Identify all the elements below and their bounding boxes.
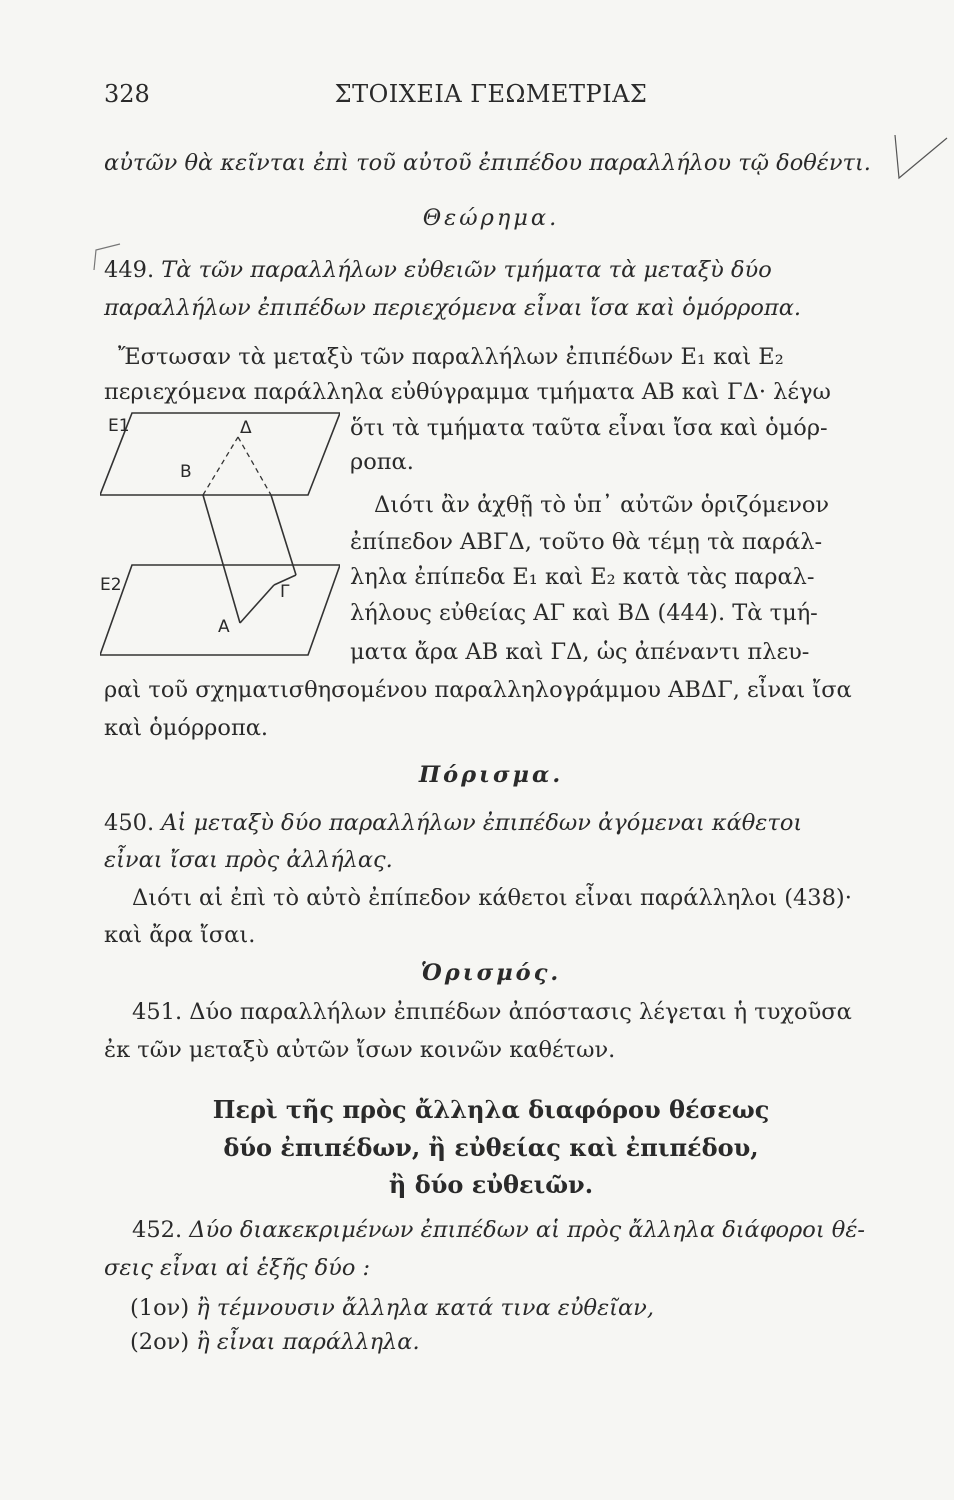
case-text: ἢ εἶναι παράλληλα. — [196, 1329, 420, 1355]
text-line: ματα ἄρα ΑΒ καὶ ΓΔ, ὡς ἀπέναντι πλευ- — [350, 639, 810, 665]
porism-title: Πόρισμα. — [418, 762, 564, 788]
item-text: Δύο διακεκριμένων ἐπιπέδων αἱ πρὸς ἄλληλα διάφοροι θέ- — [189, 1217, 866, 1243]
segment-ag — [240, 585, 274, 623]
text-line: Διότι αἱ ἐπὶ τὸ αὐτὸ ἐπίπεδον κάθετοι εἶναι παράλληλοι (438)· — [132, 885, 852, 911]
item-number: 450. — [104, 810, 155, 836]
book-title: ΣΤΟΙΧΕΙΑ ΓΕΩΜΕΤΡΙΑΣ — [334, 80, 648, 108]
text-line: ροπα. — [350, 449, 414, 475]
text-line: Διότι ἂν ἀχθῇ τὸ ὑπ᾿ αὐτῶν ὁριζόμενον — [374, 492, 830, 518]
section-heading: ἢ δύο εὐθειῶν. — [388, 1170, 594, 1199]
label-e1: Ε1 — [108, 416, 130, 436]
text-line: καὶ ἄρα ἴσαι. — [104, 922, 256, 948]
segment-d-hidden — [238, 437, 271, 495]
label-e2: Ε2 — [100, 575, 122, 595]
figure-parallel-planes — [100, 405, 340, 660]
section-heading: Περὶ τῆς πρὸς ἄλληλα διαφόρου θέσεως — [212, 1095, 770, 1124]
case-label: (1ον) — [130, 1295, 190, 1321]
page-number: 328 — [104, 80, 150, 108]
theorem-text: παραλλήλων ἐπιπέδων περιεχόμενα εἶναι ἴσα καὶ ὁμόρροπα. — [104, 295, 802, 321]
definition-451: 451. Δύο παραλλήλων ἐπιπέδων ἀπόστασις λέγεται ἡ τυχοῦσα — [132, 999, 852, 1025]
text-line: Ἔστωσαν τὰ μεταξὺ τῶν παραλλήλων ἐπιπέδων Ε₁ καὶ Ε₂ — [118, 344, 784, 370]
porism-text: εἶναι ἴσαι πρὸς ἀλλήλας. — [104, 847, 393, 873]
label-b: Β — [180, 462, 192, 482]
plane-e1 — [100, 413, 340, 495]
text-line: λήλους εὐθείας ΑΓ καὶ ΒΔ (444). Τὰ τμή- — [350, 600, 818, 626]
case-label: (2ον) — [130, 1329, 190, 1355]
section-heading: δύο ἐπιπέδων, ἢ εὐθείας καὶ ἐπιπέδου, — [223, 1133, 759, 1162]
porism-text: Αἱ μεταξὺ δύο παραλλήλων ἐπιπέδων ἀγόμεναι κάθετοι — [161, 810, 803, 836]
label-g: Γ — [280, 582, 290, 602]
segment-gd — [271, 495, 296, 575]
definition-title: Ὁρισμός. — [420, 960, 562, 986]
case-text: ἢ τέμνουσιν ἄλληλα κατά τινα εὐθεῖαν, — [196, 1295, 655, 1321]
case-2 — [130, 1327, 878, 1357]
text-line: ληλα ἐπίπεδα Ε₁ καὶ Ε₂ κατὰ τὰς παραλ- — [350, 564, 815, 590]
plane-e2 — [100, 565, 340, 655]
porism-450 — [104, 808, 878, 838]
text-line: περιεχόμενα παράλληλα εὐθύγραμμα τμήματα ΑΒ καὶ ΓΔ· λέγω — [104, 379, 831, 405]
text-line: ραὶ τοῦ σχηματισθησομένου παραλληλογράμμου ΑΒΔΓ, εἶναι ἴσα — [104, 677, 852, 703]
text-line: καὶ ὁμόρροπα. — [104, 715, 269, 741]
case-1 — [130, 1293, 878, 1323]
item-number: 452. — [132, 1217, 183, 1243]
text-line: ἐπίπεδον ΑΒΓΔ, τοῦτο θὰ τέμῃ τὰ παράλ- — [350, 529, 823, 555]
item-text: σεις εἶναι αἱ ἑξῆς δύο : — [104, 1255, 371, 1281]
theorem-text: Τὰ τῶν παραλλήλων εὐθειῶν τμήματα τὰ μεταξὺ δύο — [161, 257, 772, 283]
theorem-title: Θεώρημα. — [422, 205, 560, 231]
item-452 — [104, 1215, 878, 1245]
text-line: αὐτῶν θὰ κεῖνται ἐπὶ τοῦ αὐτοῦ ἐπιπέδου παραλλήλου τῷ δοθέντι. — [104, 150, 871, 176]
pencil-mark — [86, 240, 126, 275]
segment-bd-hidden — [203, 437, 238, 495]
pencil-mark — [885, 130, 954, 185]
segment-ab — [203, 495, 240, 623]
label-a: Α — [218, 617, 230, 637]
text-line: ὅτι τὰ τμήματα ταῦτα εἶναι ἴσα καὶ ὁμόρ- — [350, 415, 828, 441]
label-d: Δ — [240, 418, 252, 438]
text-line: ἐκ τῶν μεταξὺ αὐτῶν ἴσων κοινῶν καθέτων. — [104, 1037, 616, 1063]
theorem-449 — [104, 255, 878, 285]
item-number: 449. — [104, 257, 155, 283]
